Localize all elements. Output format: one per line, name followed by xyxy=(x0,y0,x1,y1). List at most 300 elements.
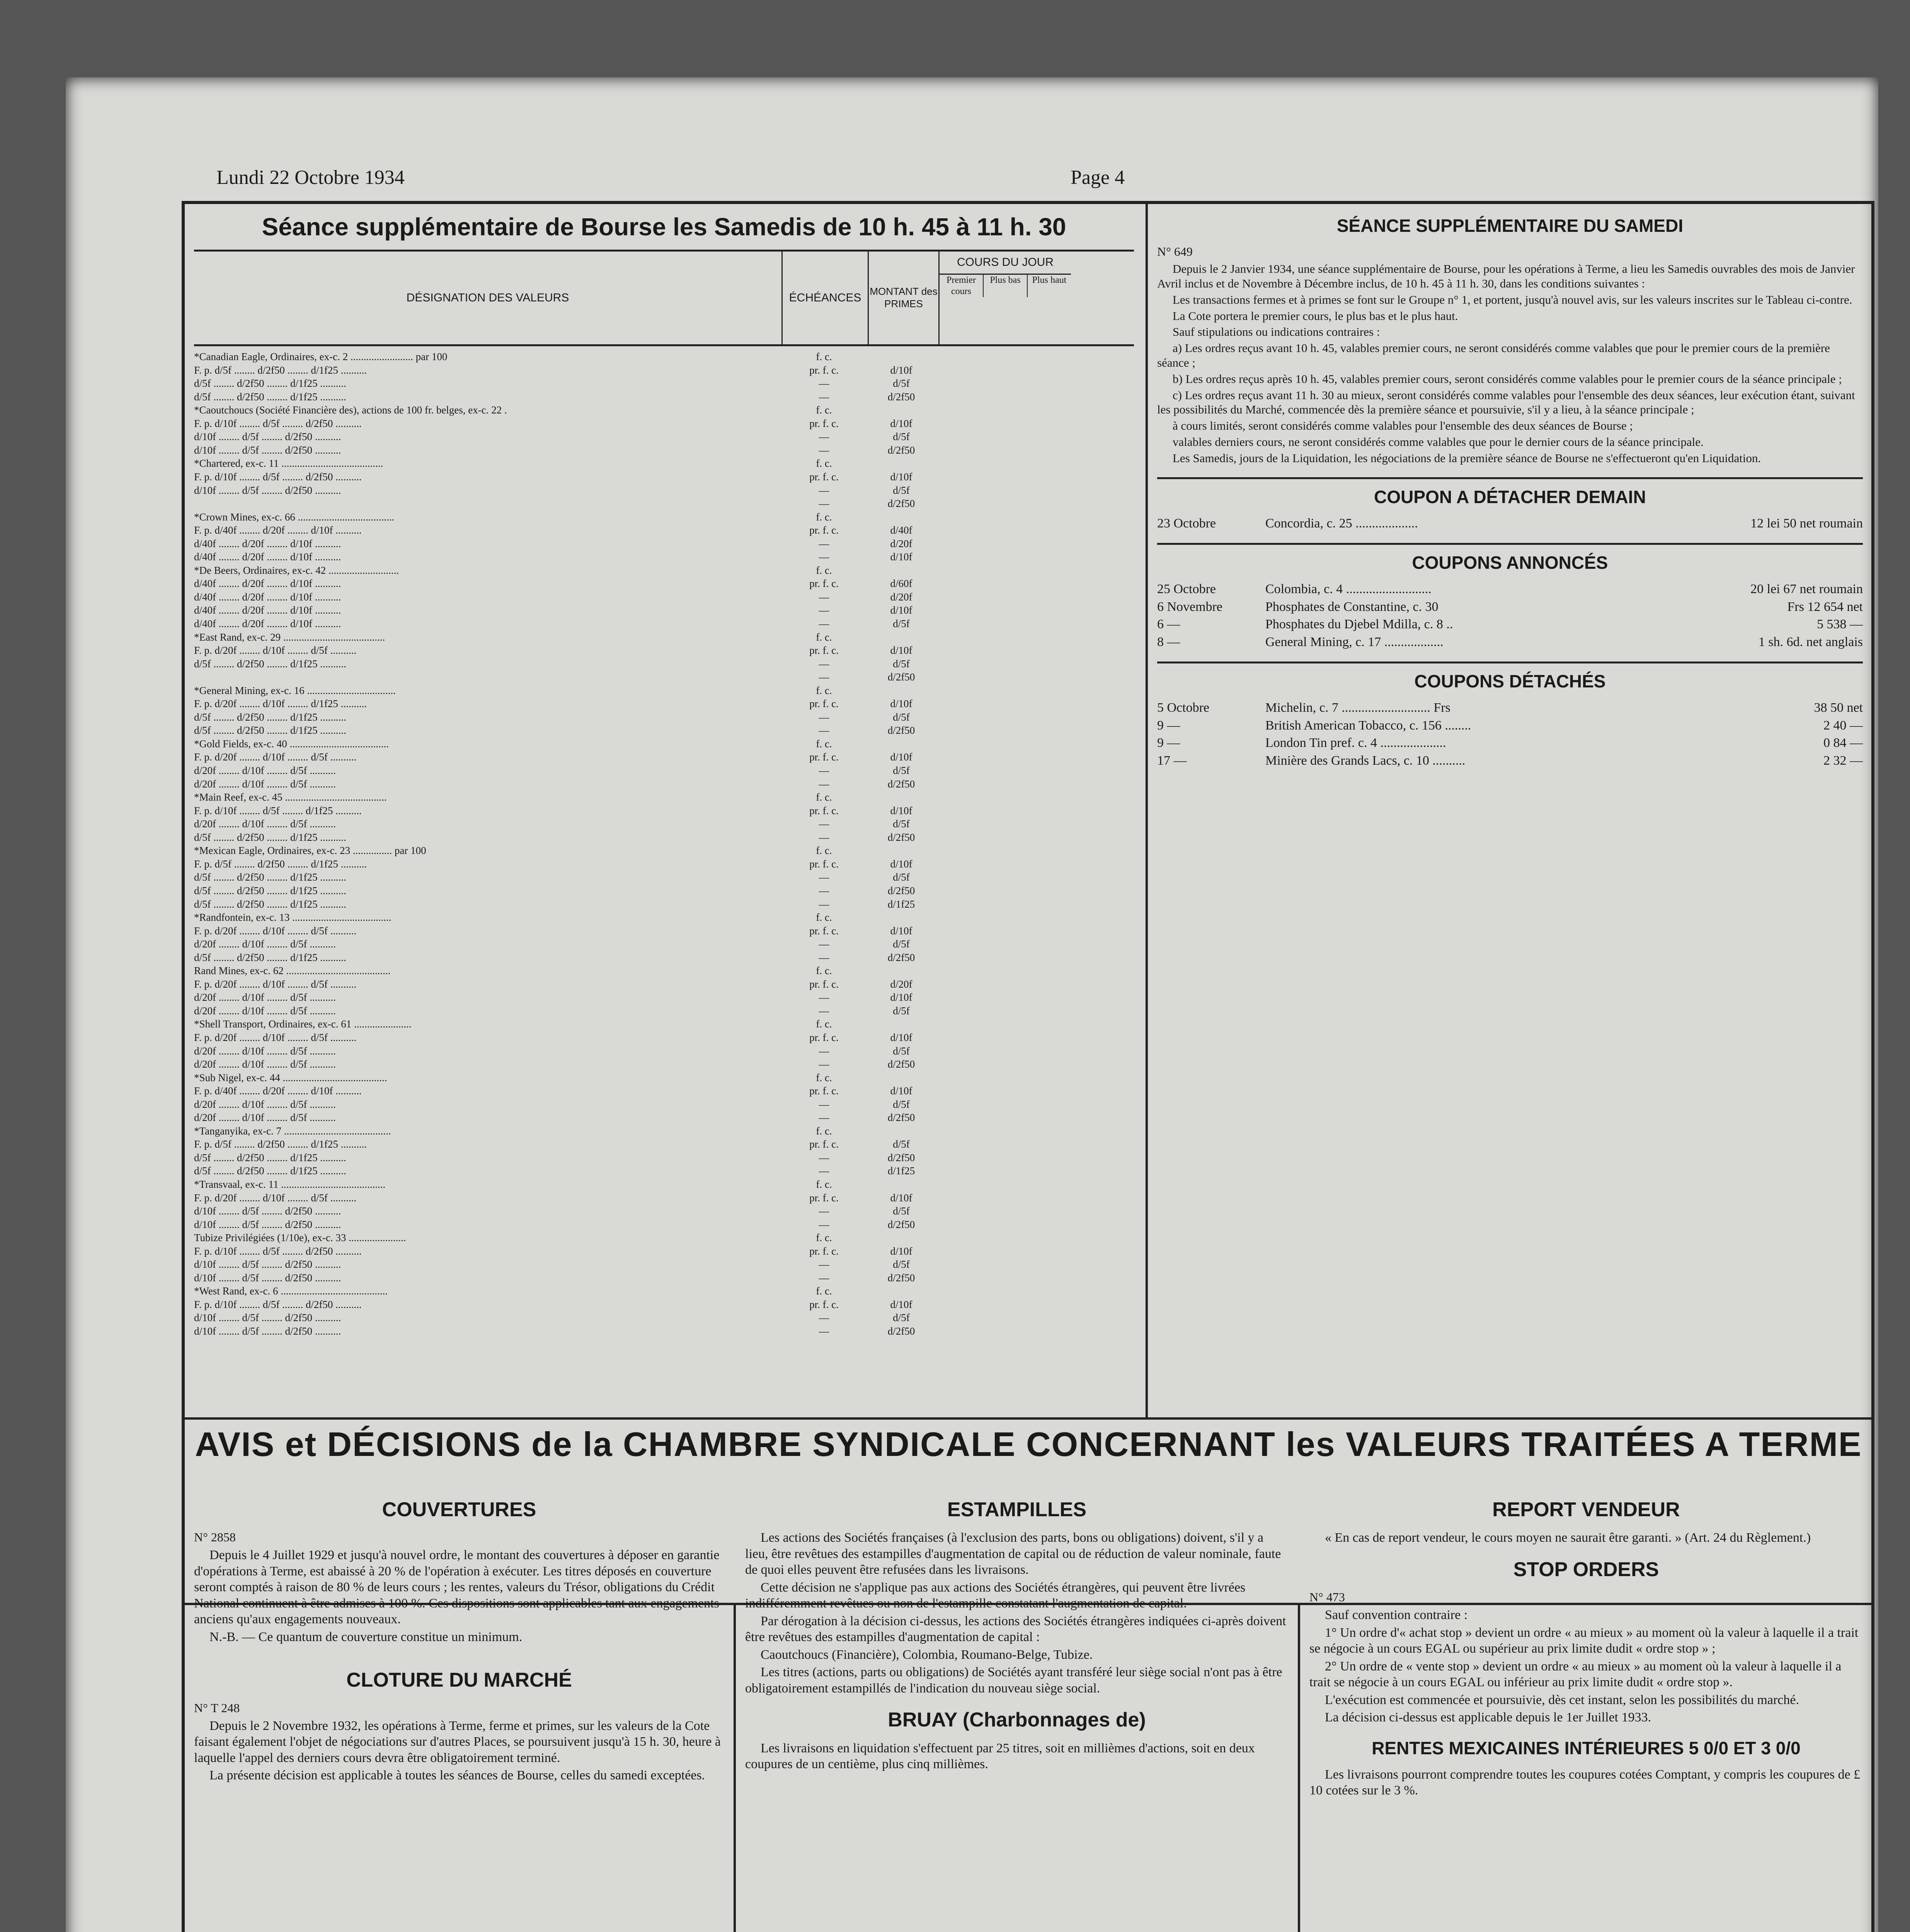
cours-dots xyxy=(936,457,1067,470)
security-name: d/5f ........ d/2f50 ........ d/1f25 .......... xyxy=(194,898,346,910)
security-ech: — xyxy=(819,831,829,843)
security-row xyxy=(194,1044,1134,1058)
security-ech: — xyxy=(819,1325,829,1337)
security-ech: pr. f. c. xyxy=(809,1031,839,1043)
coupons-detaches-title: COUPONS DÉTACHÉS xyxy=(1414,671,1606,692)
security-prime: d/5f xyxy=(893,1205,910,1217)
cours-dots xyxy=(936,390,1067,404)
security-name: d/5f ........ d/2f50 ........ d/1f25 .......... xyxy=(194,871,346,883)
security-ech: — xyxy=(819,391,829,403)
security-name: *Randfontein, ex-c. 13 ...................................... xyxy=(194,912,392,923)
security-ech: pr. f. c. xyxy=(809,698,839,710)
security-row xyxy=(194,537,1134,551)
security-prime: d/2f50 xyxy=(887,831,915,843)
coupon-val: 2 40 — xyxy=(1823,718,1863,733)
security-row xyxy=(194,1031,1134,1044)
security-name: F. p. d/20f ........ d/10f ........ d/5f .......... xyxy=(194,925,357,937)
paragraph: b) Les ordres reçus après 10 h. 45, valables premier cours, seront considérés comme valables pour le premier cours de la séance principale ; xyxy=(1173,372,1842,386)
security-ech: — xyxy=(819,871,829,883)
security-ech: — xyxy=(819,431,829,443)
security-prime: d/1f25 xyxy=(887,1165,915,1177)
security-ech: — xyxy=(819,591,829,603)
cours-dots xyxy=(936,644,1067,657)
divider xyxy=(1157,477,1863,479)
security-ech: pr. f. c. xyxy=(809,1138,839,1150)
security-row xyxy=(194,1298,1134,1311)
security-name: d/20f ........ d/10f ........ d/5f .......... xyxy=(194,1045,336,1057)
paragraph: Caoutchoucs (Financière), Colombia, Roumano-Belge, Tubize. xyxy=(761,1647,1093,1662)
cours-dots xyxy=(936,1031,1067,1044)
security-prime xyxy=(866,1124,936,1138)
security-row xyxy=(194,791,1134,804)
cours-dots xyxy=(936,1138,1067,1151)
security-ech: f. c. xyxy=(816,684,832,696)
security-prime: d/10f xyxy=(890,992,912,1003)
security-row xyxy=(194,497,1134,510)
security-ech: pr. f. c. xyxy=(809,578,839,590)
security-row xyxy=(194,924,1134,938)
security-name: d/20f ........ d/10f ........ d/5f .......... xyxy=(194,765,336,777)
security-ech: — xyxy=(819,1045,829,1057)
security-name: d/5f ........ d/2f50 ........ d/1f25 .......... xyxy=(194,378,346,389)
security-ech: — xyxy=(819,818,829,830)
cours-dots xyxy=(936,711,1067,724)
coupon-row xyxy=(1157,616,1863,632)
stop-body xyxy=(1309,1607,1863,1725)
security-prime xyxy=(866,1017,936,1031)
security-name: d/40f ........ d/20f ........ d/10f .......... xyxy=(194,591,341,603)
coupon-val: 12 lei 50 net roumain xyxy=(1750,516,1863,531)
security-name: F. p. d/10f ........ d/5f ........ d/1f25 .......... xyxy=(194,804,362,816)
cours-dots xyxy=(936,364,1067,377)
cours-dots xyxy=(936,1017,1067,1031)
security-name: d/5f ........ d/2f50 ........ d/1f25 .......... xyxy=(194,951,346,963)
security-name: F. p. d/20f ........ d/10f ........ d/1f25 .......... xyxy=(194,698,367,710)
security-prime: d/2f50 xyxy=(887,444,915,456)
coupon-date: 5 Octobre xyxy=(1157,701,1210,715)
cours-dots xyxy=(936,497,1067,510)
security-prime: d/5f xyxy=(893,1005,910,1017)
coupon-row xyxy=(1157,634,1863,650)
cours-dots xyxy=(936,670,1067,684)
security-ech: — xyxy=(819,765,829,777)
security-prime: d/2f50 xyxy=(887,1151,915,1163)
security-row xyxy=(194,390,1134,404)
security-name: d/5f ........ d/2f50 ........ d/1f25 .......... xyxy=(194,724,346,736)
security-prime: d/5f xyxy=(893,378,910,389)
coupon-val: 38 50 net xyxy=(1814,701,1863,715)
col-montant: MONTANT des PRIMES xyxy=(868,252,938,344)
security-prime: d/2f50 xyxy=(887,951,915,963)
security-prime xyxy=(866,510,936,524)
coupon-name: Colombia, c. 4 .......................... xyxy=(1265,582,1432,597)
coupon-val: 1 sh. 6d. net anglais xyxy=(1758,634,1863,649)
security-ech: — xyxy=(819,898,829,910)
cours-dots xyxy=(936,911,1067,924)
cours-dots xyxy=(936,1124,1067,1138)
rentes-title: RENTES MEXICAINES INTÉRIEURES 5 0/0 ET 3 0/0 xyxy=(1372,1738,1801,1758)
paragraph: 2° Un ordre de « vente stop » devient un ordre « au mieux » au moment où la valeur à laquelle il a trait se négocie à un cours EGAL ou inférieur au prix limite dudit « ordre stop ». xyxy=(1309,1659,1842,1690)
col-premier: Premier cours xyxy=(946,275,976,296)
col2-notices xyxy=(736,1487,1298,1932)
security-row xyxy=(194,1004,1134,1018)
security-ech: — xyxy=(819,1098,829,1110)
security-ech: — xyxy=(819,1205,829,1217)
security-prime xyxy=(866,1178,936,1191)
paragraph: Cette décision ne s'applique pas aux actions des Sociétés étrangères, qui peuvent être livrées indifféremment revêtues ou non de l'estampille constatant l'augmentation de capital. xyxy=(745,1580,1246,1611)
security-ech: — xyxy=(819,658,829,670)
couvertures-number: N° 2858 xyxy=(194,1530,236,1544)
cours-dots xyxy=(936,550,1067,564)
cours-dots xyxy=(936,524,1067,537)
security-ech: pr. f. c. xyxy=(809,858,839,870)
cours-dots xyxy=(936,510,1067,524)
security-row xyxy=(194,724,1134,737)
security-name: *Gold Fields, ex-c. 40 ...................................... xyxy=(194,738,389,750)
security-ech: — xyxy=(819,618,829,630)
coupon-demain-title: COUPON A DÉTACHER DEMAIN xyxy=(1374,486,1646,507)
security-prime: d/5f xyxy=(893,1098,910,1110)
cours-dots xyxy=(936,444,1067,457)
estampilles-title: ESTAMPILLES xyxy=(947,1498,1087,1521)
security-prime: d/10f xyxy=(890,471,912,483)
security-name: d/5f ........ d/2f50 ........ d/1f25 .......... xyxy=(194,1165,346,1177)
paragraph: a) Les ordres reçus avant 10 h. 45, valables premier cours, ne seront considérés comme valables que pour le premier cours de la première séance ; xyxy=(1157,341,1830,370)
security-row xyxy=(194,350,1134,364)
security-prime: d/2f50 xyxy=(887,1272,915,1284)
security-name: F. p. d/20f ........ d/10f ........ d/5f .......... xyxy=(194,1031,357,1043)
security-row xyxy=(194,911,1134,924)
security-name: *Chartered, ex-c. 11 ....................................... xyxy=(194,457,383,469)
security-name: F. p. d/40f ........ d/20f ........ d/10f .......... xyxy=(194,1085,362,1097)
security-prime: d/20f xyxy=(890,591,912,603)
security-ech: f. c. xyxy=(816,564,832,576)
security-ech: — xyxy=(819,1259,829,1270)
security-name: d/10f ........ d/5f ........ d/2f50 .......... xyxy=(194,444,341,456)
security-prime: d/10f xyxy=(890,804,912,816)
security-prime: d/5f xyxy=(893,871,910,883)
cours-dots xyxy=(936,924,1067,938)
coupon-date: 9 — xyxy=(1157,736,1180,750)
security-ech: — xyxy=(819,537,829,549)
coupon-val: Frs 12 654 net xyxy=(1787,599,1863,614)
cours-dots xyxy=(936,1271,1067,1285)
cours-dots xyxy=(936,1164,1067,1178)
security-row xyxy=(194,697,1134,711)
security-prime: d/10f xyxy=(890,1298,912,1310)
cours-dots xyxy=(936,577,1067,590)
security-name: d/5f ........ d/2f50 ........ d/1f25 .......... xyxy=(194,1151,346,1163)
security-prime: d/10f xyxy=(890,417,912,429)
paragraph: N.-B. — Ce quantum de couverture constitue un minimum. xyxy=(209,1629,523,1644)
report-title: REPORT VENDEUR xyxy=(1492,1498,1680,1521)
security-prime: d/5f xyxy=(893,938,910,950)
security-ech: — xyxy=(819,1272,829,1284)
cours-dots xyxy=(936,537,1067,551)
coupon-date: 9 — xyxy=(1157,718,1180,733)
security-ech: — xyxy=(819,498,829,510)
security-ech: f. c. xyxy=(816,1178,832,1190)
security-row xyxy=(194,898,1134,911)
security-row xyxy=(194,657,1134,671)
coupon-row xyxy=(1157,735,1863,751)
security-name: F. p. d/20f ........ d/10f ........ d/5f .......... xyxy=(194,978,357,990)
security-name: d/10f ........ d/5f ........ d/2f50 .......... xyxy=(194,1272,341,1284)
col-cours: COURS DU JOUR xyxy=(940,252,1071,275)
samedi-body xyxy=(1157,262,1863,466)
paragraph: à cours limités, seront considérés comme valables pour l'ensemble des deux séances de Bourse ; xyxy=(1173,419,1633,433)
security-ech: f. c. xyxy=(816,845,832,857)
security-row xyxy=(194,831,1134,844)
coupon-name: Minière des Grands Lacs, c. 10 .......... xyxy=(1265,753,1466,768)
security-ech: — xyxy=(819,604,829,616)
security-row xyxy=(194,577,1134,590)
security-name: *Shell Transport, Ordinaires, ex-c. 61 ...................... xyxy=(194,1018,412,1030)
divider xyxy=(1157,543,1863,545)
security-row xyxy=(194,737,1134,751)
security-ech: — xyxy=(819,551,829,563)
security-row xyxy=(194,430,1134,444)
coupon-demain-list xyxy=(1157,515,1863,531)
security-ech: f. c. xyxy=(816,912,832,923)
cours-dots xyxy=(936,403,1067,417)
cours-dots xyxy=(936,871,1067,884)
col-plus-haut: Plus haut xyxy=(1027,275,1071,298)
col-echeances: ÉCHÉANCES xyxy=(781,252,868,344)
security-name: F. p. d/40f ........ d/20f ........ d/10f .......... xyxy=(194,524,362,536)
security-prime xyxy=(866,964,936,978)
security-prime xyxy=(866,1231,936,1245)
security-row xyxy=(194,524,1134,537)
security-ech: — xyxy=(819,1112,829,1124)
security-name: d/40f ........ d/20f ........ d/10f .......... xyxy=(194,551,341,563)
security-ech: f. c. xyxy=(816,457,832,469)
security-ech: — xyxy=(819,724,829,736)
avis-title: AVIS et DÉCISIONS de la CHAMBRE SYNDICALE CONCERNANT les VALEURS TRAITÉES A TERME xyxy=(195,1425,1862,1463)
security-row xyxy=(194,964,1134,978)
security-row xyxy=(194,871,1134,884)
cours-dots xyxy=(936,777,1067,791)
couvertures-body xyxy=(194,1547,724,1645)
security-ech: f. c. xyxy=(816,1071,832,1083)
security-row xyxy=(194,403,1134,417)
cours-dots xyxy=(936,1098,1067,1111)
cours-dots xyxy=(936,991,1067,1004)
paragraph: La décision ci-dessus est applicable depuis le 1er Juillet 1933. xyxy=(1325,1710,1651,1725)
security-row xyxy=(194,1138,1134,1151)
security-ech: — xyxy=(819,444,829,456)
security-name xyxy=(194,497,781,510)
cours-dots xyxy=(936,750,1067,764)
security-ech: pr. f. c. xyxy=(809,524,839,536)
security-ech: — xyxy=(819,884,829,896)
security-prime xyxy=(866,684,936,697)
samedi-number: N° 649 xyxy=(1157,245,1193,259)
security-row xyxy=(194,604,1134,617)
paragraph: Sauf convention contraire : xyxy=(1325,1608,1468,1622)
security-row xyxy=(194,644,1134,657)
cours-dots xyxy=(936,1258,1067,1271)
cours-dots xyxy=(936,1325,1067,1338)
security-name: *Transvaal, ex-c. 11 ........................................ xyxy=(194,1178,386,1190)
cours-dots xyxy=(936,430,1067,444)
security-name: Tubize Privilégiées (1/10e), ex-c. 33 ...................... xyxy=(194,1232,406,1244)
page-number: Page 4 xyxy=(1071,167,1125,189)
security-prime: d/10f xyxy=(890,364,912,376)
security-name: d/20f ........ d/10f ........ d/5f .......... xyxy=(194,818,336,830)
cours-dots xyxy=(936,1004,1067,1018)
security-prime: d/5f xyxy=(893,431,910,443)
security-prime: d/5f xyxy=(893,765,910,777)
coupon-date: 25 Octobre xyxy=(1157,582,1216,597)
security-ech: — xyxy=(819,1218,829,1230)
security-ech: f. c. xyxy=(816,1232,832,1244)
coupon-val: 2 32 — xyxy=(1823,753,1863,768)
security-ech: f. c. xyxy=(816,965,832,977)
security-name: *Sub Nigel, ex-c. 44 ........................................ xyxy=(194,1071,387,1083)
coupon-date: 6 — xyxy=(1157,617,1180,632)
cours-dots xyxy=(936,470,1067,484)
coupon-date: 23 Octobre xyxy=(1157,516,1216,531)
cloture-title: CLOTURE DU MARCHÉ xyxy=(346,1669,572,1692)
security-name: d/10f ........ d/5f ........ d/2f50 .......... xyxy=(194,1259,341,1270)
security-prime: d/10f xyxy=(890,925,912,937)
security-prime: d/2f50 xyxy=(887,724,915,736)
paragraph: L'exécution est commencée et poursuivie, dès cet instant, selon les possibilités du marché. xyxy=(1325,1692,1799,1707)
cours-dots xyxy=(936,1044,1067,1058)
security-prime: d/5f xyxy=(893,1259,910,1270)
security-prime xyxy=(866,791,936,804)
security-name: d/5f ........ d/2f50 ........ d/1f25 .......... xyxy=(194,831,346,843)
security-ech: pr. f. c. xyxy=(809,364,839,376)
cours-dots xyxy=(936,1084,1067,1098)
cours-dots xyxy=(936,377,1067,390)
security-row xyxy=(194,1245,1134,1258)
cours-dots xyxy=(936,817,1067,831)
cours-dots xyxy=(936,964,1067,978)
coupon-row xyxy=(1157,515,1863,531)
paragraph: Par dérogation à la décision ci-dessus, les actions des Sociétés étrangères indiquées ci-après doivent être revêtues des estampilles d'augmentation de capital : xyxy=(745,1614,1286,1645)
coupon-date: 6 Novembre xyxy=(1157,599,1223,614)
cours-dots xyxy=(936,724,1067,737)
cours-dots xyxy=(936,951,1067,964)
col-cours-group xyxy=(938,252,1071,344)
security-row xyxy=(194,991,1134,1004)
security-prime: d/10f xyxy=(890,1031,912,1043)
security-ech: — xyxy=(819,378,829,389)
security-name: *General Mining, ex-c. 16 .................................. xyxy=(194,684,396,696)
security-row xyxy=(194,804,1134,818)
security-ech: f. c. xyxy=(816,1125,832,1137)
security-name: d/10f ........ d/5f ........ d/2f50 .......... xyxy=(194,1218,341,1230)
security-prime: d/20f xyxy=(890,978,912,990)
paragraph: Les transactions fermes et à primes se font sur le Groupe n° 1, et portent, jusqu'à nouvel avis, sur les valeurs inscrites sur le Tableau ci-contre. xyxy=(1173,293,1852,306)
cours-dots xyxy=(936,898,1067,911)
report-text: « En cas de report vendeur, le cours moyen ne saurait être garanti. » (Art. 24 du Règlement.) xyxy=(1325,1531,1811,1545)
security-row xyxy=(194,631,1134,644)
content-frame xyxy=(182,201,1874,1932)
security-prime xyxy=(866,457,936,470)
col3-notices xyxy=(1300,1487,1872,1932)
securities-list xyxy=(194,350,1134,1338)
security-prime: d/2f50 xyxy=(887,391,915,403)
security-ech: pr. f. c. xyxy=(809,751,839,763)
coupon-name: General Mining, c. 17 .................. xyxy=(1265,634,1444,649)
security-name: d/5f ........ d/2f50 ........ d/1f25 .......... xyxy=(194,658,346,670)
security-name: F. p. d/5f ........ d/2f50 ........ d/1f25 .......... xyxy=(194,1138,367,1150)
cours-dots xyxy=(936,857,1067,871)
seance-title: Séance supplémentaire de Bourse les Samedis de 10 h. 45 à 11 h. 30 xyxy=(262,213,1066,241)
security-ech: — xyxy=(819,1312,829,1324)
divider xyxy=(1157,662,1863,663)
security-ech: — xyxy=(819,1151,829,1163)
security-row xyxy=(194,1191,1134,1205)
security-row xyxy=(194,857,1134,871)
security-ech: f. c. xyxy=(816,791,832,803)
security-ech: f. c. xyxy=(816,1018,832,1030)
security-name: F. p. d/10f ........ d/5f ........ d/2f50 .......... xyxy=(194,1298,362,1310)
security-prime: d/10f xyxy=(890,858,912,870)
security-name xyxy=(194,670,781,684)
security-row xyxy=(194,670,1134,684)
cours-dots xyxy=(936,1071,1067,1085)
security-row xyxy=(194,1058,1134,1071)
security-ech: f. c. xyxy=(816,351,832,363)
security-name: F. p. d/10f ........ d/5f ........ d/2f50 .......... xyxy=(194,471,362,483)
security-name: *West Rand, ex-c. 6 ......................................... xyxy=(194,1285,388,1297)
cours-dots xyxy=(936,684,1067,697)
coupons-detaches-list xyxy=(1157,700,1863,769)
security-name: F. p. d/20f ........ d/10f ........ d/5f .......... xyxy=(194,751,357,763)
paragraph: Depuis le 2 Novembre 1932, les opérations à Terme, ferme et primes, sur les valeurs de la Cote faisant également l'objet de négociations sur d'autres Places, se poursuivent jusqu'à 15 h. 30, heure à laquelle l'appel des derniers cours devra être obligatoirement terminé. xyxy=(194,1718,721,1765)
security-prime: d/2f50 xyxy=(887,1325,915,1337)
security-name: d/10f ........ d/5f ........ d/2f50 .......... xyxy=(194,1325,341,1337)
security-prime: d/2f50 xyxy=(887,1218,915,1230)
security-prime: d/10f xyxy=(890,551,912,563)
cours-dots xyxy=(936,737,1067,751)
cours-dots xyxy=(936,484,1067,497)
paragraph: Les Samedis, jours de la Liquidation, les négociations de la première séance de Bourse ne s'effectueront qu'en Liquidation. xyxy=(1173,451,1761,465)
rentes-text: Les livraisons pourront comprendre toutes les coupures cotées Comptant, y compris les coupures de £ 10 cotées sur le 3 %. xyxy=(1309,1767,1861,1798)
paragraph: Les actions des Sociétés françaises (à l'exclusion des parts, bons ou obligations) doivent, s'il y a lieu, être revêtues des estampilles d'augmentation de capital ou de réduction de valeur nominale, faute de quoi elles peuvent être refusées dans les livraisons. xyxy=(745,1531,1281,1577)
security-name: d/20f ........ d/10f ........ d/5f .......... xyxy=(194,1098,336,1110)
security-row xyxy=(194,590,1134,604)
cours-dots xyxy=(936,657,1067,671)
cours-dots xyxy=(936,884,1067,898)
coupon-val: 20 lei 67 net roumain xyxy=(1750,582,1863,597)
security-ech: — xyxy=(819,1005,829,1017)
security-row xyxy=(194,978,1134,991)
security-prime xyxy=(866,564,936,577)
security-row xyxy=(194,1151,1134,1165)
security-name: *East Rand, ex-c. 29 ....................................... xyxy=(194,631,385,643)
security-prime xyxy=(866,911,936,924)
coupon-name: Phosphates de Constantine, c. 30 xyxy=(1265,599,1438,614)
security-prime: d/5f xyxy=(893,711,910,723)
cours-dots xyxy=(936,1231,1067,1245)
security-prime: d/10f xyxy=(890,604,912,616)
coupon-val: 0 84 — xyxy=(1823,736,1863,750)
cours-dots xyxy=(936,417,1067,430)
cours-dots xyxy=(936,564,1067,577)
security-prime: d/10f xyxy=(890,1245,912,1257)
coupon-name: British American Tobacco, c. 156 ........ xyxy=(1265,718,1471,733)
security-prime: d/10f xyxy=(890,645,912,656)
bruay-text: Les livraisons en liquidation s'effectuent par 25 titres, soit en millièmes d'actions, soit en deux coupures de un centième, plus cinq millièmes. xyxy=(745,1741,1255,1772)
security-row xyxy=(194,951,1134,964)
security-name: d/20f ........ d/10f ........ d/5f .......... xyxy=(194,1112,336,1124)
security-ech: pr. f. c. xyxy=(809,1192,839,1204)
